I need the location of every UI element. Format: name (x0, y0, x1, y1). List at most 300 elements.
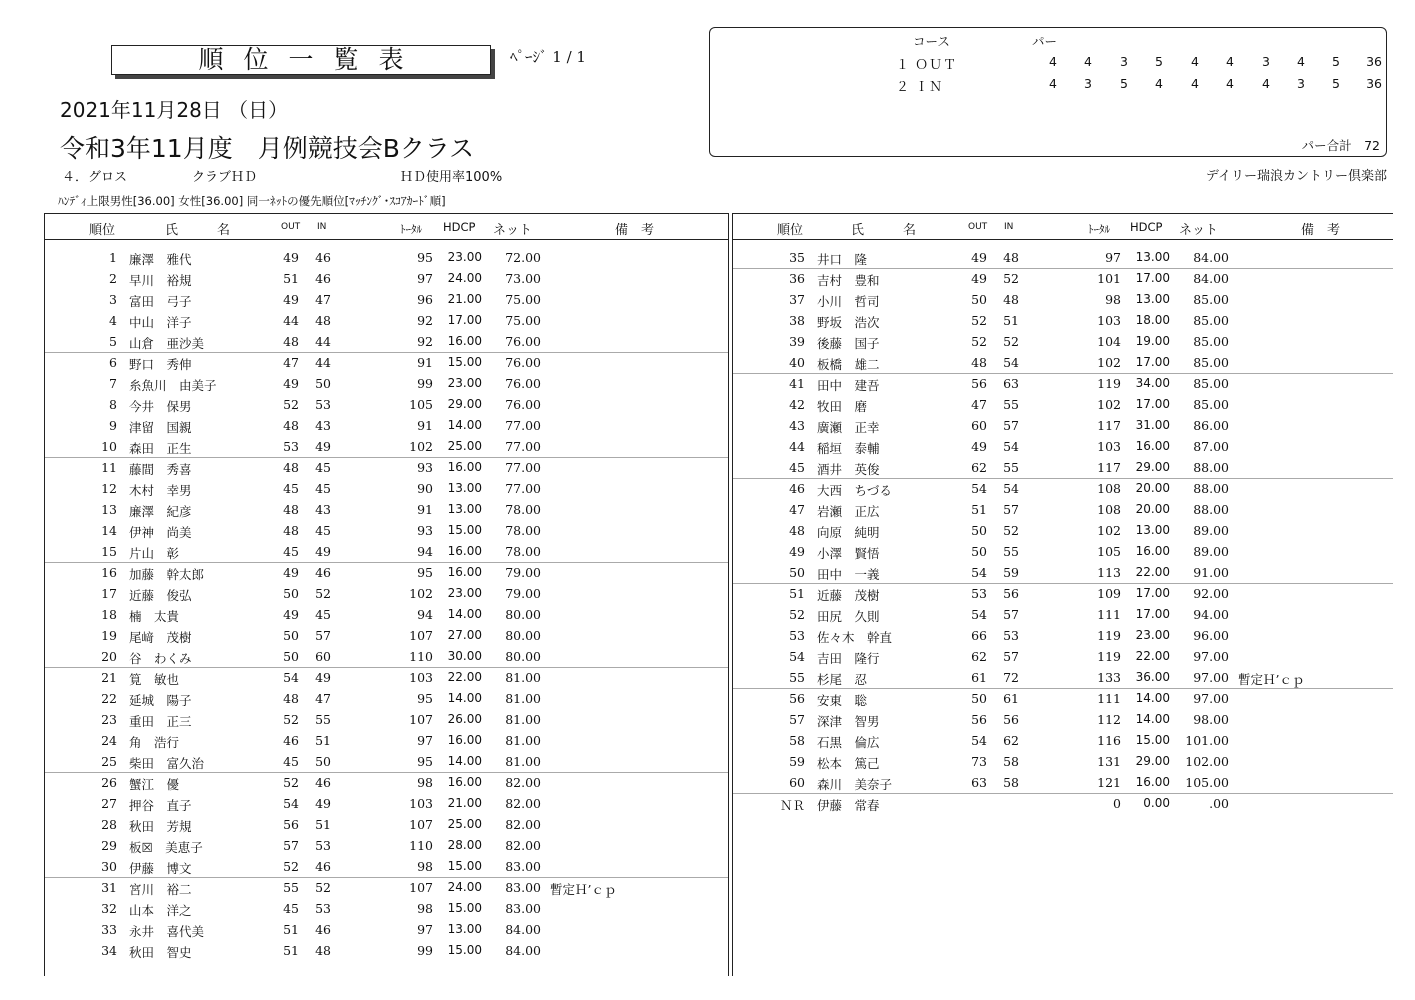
cell-hdcp: 23.00 (447, 250, 482, 264)
cell-net: 78.00 (505, 544, 541, 559)
cell-in: 48 (315, 313, 331, 328)
cell-rank: 18 (101, 607, 117, 622)
cell-hdcp: 16.00 (447, 565, 482, 579)
cell-hdcp: 13.00 (447, 502, 482, 516)
col-hdcp: HDCP (443, 220, 476, 234)
cell-total: 101 (1097, 271, 1121, 286)
cell-out: 50 (283, 649, 299, 664)
cell-net: 98.00 (1193, 712, 1229, 727)
cell-name: 延城 陽子 (129, 693, 192, 708)
col-net: ネット (1179, 223, 1219, 238)
cell-rank: 56 (789, 691, 805, 706)
par-total: パー合計 72 (1301, 138, 1380, 153)
cell-in: 47 (315, 292, 331, 307)
table-row (733, 352, 1393, 374)
cell-rank: 60 (789, 775, 805, 790)
cell-total: 108 (1097, 502, 1121, 517)
cell-rank: 42 (789, 397, 805, 412)
cell-out: 66 (971, 628, 987, 643)
cell-net: 76.00 (505, 376, 541, 391)
cell-in: 50 (315, 376, 331, 391)
cell-rank: 23 (101, 712, 117, 727)
cell-out: 52 (283, 712, 299, 727)
cell-total: 110 (409, 838, 433, 853)
table-row (733, 688, 1393, 709)
cell-hdcp: 25.00 (447, 439, 482, 453)
cell-name: 尾﨑 茂樹 (129, 630, 192, 645)
cell-in: 44 (315, 355, 331, 370)
cell-rank: 37 (789, 292, 805, 307)
cell-name: 秋田 芳規 (129, 819, 192, 834)
cell-in: 49 (315, 439, 331, 454)
cell-in: 58 (1003, 754, 1019, 769)
cell-in: 54 (1003, 355, 1019, 370)
cell-rank: 53 (789, 628, 805, 643)
cell-out: 49 (283, 376, 299, 391)
cell-out: 50 (971, 523, 987, 538)
cell-total: 95 (417, 754, 433, 769)
hole-par: 4 (1226, 54, 1234, 69)
cell-in: 49 (315, 544, 331, 559)
table-row (733, 667, 1393, 689)
hole-par: 4 (1084, 54, 1092, 69)
cell-total: 109 (1097, 586, 1121, 601)
cell-in: 52 (1003, 334, 1019, 349)
cell-hdcp: 14.00 (1135, 691, 1170, 705)
cell-name: 向原 純明 (817, 525, 880, 540)
cell-total: 111 (1097, 691, 1121, 706)
course-par-total: 36 (1366, 76, 1382, 91)
cell-net: 76.00 (505, 334, 541, 349)
cell-total: 99 (417, 943, 433, 958)
cell-in: 57 (1003, 502, 1019, 517)
cell-net: 81.00 (505, 733, 541, 748)
col-out: OUT (968, 222, 988, 232)
cell-total: 110 (409, 649, 433, 664)
cell-rank: 59 (789, 754, 805, 769)
cell-in: 47 (315, 691, 331, 706)
cell-in: 57 (315, 628, 331, 643)
cell-name: 藤間 秀喜 (129, 462, 192, 477)
cell-rank: 10 (101, 439, 117, 454)
cell-out: 45 (283, 481, 299, 496)
cell-in: 60 (315, 649, 331, 664)
table-row (45, 919, 728, 940)
cell-out: 48 (283, 691, 299, 706)
cell-out: 54 (971, 607, 987, 622)
cell-hdcp: 23.00 (447, 586, 482, 600)
cell-hdcp: 22.00 (1135, 565, 1170, 579)
table-row (45, 352, 728, 373)
hole-par: 3 (1297, 76, 1305, 91)
table-row (45, 289, 728, 310)
cell-hdcp: 14.00 (447, 754, 482, 768)
cell-name: 野坂 浩次 (817, 315, 880, 330)
cell-out: 49 (283, 292, 299, 307)
cell-hdcp: 27.00 (447, 628, 482, 642)
table-row (45, 898, 728, 919)
cell-in: 44 (315, 334, 331, 349)
cell-rank: 20 (101, 649, 117, 664)
cell-hdcp: 16.00 (447, 544, 482, 558)
cell-in: 49 (315, 670, 331, 685)
cell-out: 50 (971, 544, 987, 559)
cell-hdcp: 30.00 (447, 649, 482, 663)
cell-out: 47 (283, 355, 299, 370)
cell-hdcp: 15.00 (447, 901, 482, 915)
col-in: IN (1004, 222, 1014, 232)
cell-total: 103 (1097, 439, 1121, 454)
cell-net: 94.00 (1193, 607, 1229, 622)
table-row (45, 856, 728, 878)
cell-out: 50 (971, 292, 987, 307)
cell-in: 46 (315, 565, 331, 580)
cell-net: 86.00 (1193, 418, 1229, 433)
cell-net: 84.00 (1193, 271, 1229, 286)
table-row (45, 499, 728, 520)
cell-net: 77.00 (505, 418, 541, 433)
table-row (45, 751, 728, 773)
cell-out: 62 (971, 460, 987, 475)
course-name: ２ ＩＮ (896, 80, 944, 95)
cell-out: 48 (971, 355, 987, 370)
cell-in: 52 (315, 880, 331, 895)
cell-out: 54 (971, 565, 987, 580)
cell-total: 119 (1097, 628, 1121, 643)
cell-rank: 21 (101, 670, 117, 685)
cell-name: 杉尾 忍 (817, 672, 868, 687)
col-rank: 順位 (89, 223, 116, 238)
cell-in: 56 (1003, 712, 1019, 727)
col-out: OUT (281, 222, 301, 232)
table-row (733, 331, 1393, 352)
cell-rank: 14 (101, 523, 117, 538)
cell-in: 48 (1003, 250, 1019, 265)
cell-hdcp: 0.00 (1143, 796, 1170, 810)
cell-name: 秋田 智史 (129, 945, 192, 960)
cell-rank: 19 (101, 628, 117, 643)
cell-name: 田尻 久則 (817, 609, 880, 624)
cell-net: 82.00 (505, 838, 541, 853)
cell-hdcp: 25.00 (447, 817, 482, 831)
cell-name: 山本 洋之 (129, 903, 192, 918)
cell-rank: 41 (789, 376, 805, 391)
table-row (45, 520, 728, 541)
cell-hdcp: 16.00 (447, 775, 482, 789)
cell-net: 105.00 (1185, 775, 1229, 790)
cell-rank: 47 (789, 502, 805, 517)
cell-net: 81.00 (505, 754, 541, 769)
cell-out: 52 (283, 397, 299, 412)
cell-hdcp: 18.00 (1135, 313, 1170, 327)
cell-total: 105 (409, 397, 433, 412)
table-row (45, 247, 728, 268)
table-row (733, 394, 1393, 415)
cell-out: 49 (283, 565, 299, 580)
cell-out: 54 (283, 796, 299, 811)
cell-hdcp: 15.00 (447, 859, 482, 873)
cell-net: 77.00 (505, 460, 541, 475)
cell-out: 49 (283, 250, 299, 265)
cell-out: 61 (971, 670, 987, 685)
cell-net: 72.00 (505, 250, 541, 265)
cell-hdcp: 20.00 (1135, 481, 1170, 495)
cell-rank: 46 (789, 481, 805, 496)
cell-name: 山倉 亜沙美 (129, 336, 205, 351)
cell-total: 111 (1097, 607, 1121, 622)
cell-out: 63 (971, 775, 987, 790)
table-row (45, 772, 728, 793)
cell-total: 93 (417, 460, 433, 475)
cell-name: 板☒ 美恵子 (129, 840, 203, 855)
cell-net: 79.00 (505, 586, 541, 601)
cell-remarks: 暫定Ｈ’ｃｐ (550, 882, 617, 897)
cell-in: 55 (1003, 544, 1019, 559)
cell-rank: 49 (789, 544, 805, 559)
cell-out: 73 (971, 754, 987, 769)
cell-hdcp: 20.00 (1135, 502, 1170, 516)
cell-rank: 51 (789, 586, 805, 601)
cell-net: 85.00 (1193, 313, 1229, 328)
cell-hdcp: 22.00 (1135, 649, 1170, 663)
cell-total: 97 (417, 922, 433, 937)
cell-in: 45 (315, 607, 331, 622)
cell-name: 廉澤 紀彦 (129, 504, 192, 519)
cell-hdcp: 21.00 (447, 796, 482, 810)
table-row (733, 562, 1393, 584)
cell-out: 49 (971, 271, 987, 286)
hole-par: 4 (1191, 76, 1199, 91)
cell-rank: 3 (109, 292, 117, 307)
table-row (45, 331, 728, 353)
cell-hdcp: 17.00 (1135, 607, 1170, 621)
cell-net: 87.00 (1193, 439, 1229, 454)
cell-rank: 31 (101, 880, 117, 895)
cell-total: 95 (417, 565, 433, 580)
cell-total: 97 (1105, 250, 1121, 265)
cell-total: 102 (409, 586, 433, 601)
cell-rank: 15 (101, 544, 117, 559)
cell-total: 91 (417, 355, 433, 370)
cell-hdcp: 16.00 (447, 334, 482, 348)
table-row (45, 373, 728, 394)
cell-rank: 6 (109, 355, 117, 370)
table-row (733, 436, 1393, 457)
cell-out: 55 (283, 880, 299, 895)
cell-out: 45 (283, 901, 299, 916)
cell-total: 94 (417, 607, 433, 622)
cell-in: 46 (315, 250, 331, 265)
cell-total: 105 (1097, 544, 1121, 559)
cell-name: 宮川 裕二 (129, 882, 192, 897)
cell-hdcp: 21.00 (447, 292, 482, 306)
cell-name: 角 浩行 (129, 735, 180, 750)
cell-hdcp: 15.00 (447, 355, 482, 369)
col-name: 氏 名 (165, 223, 231, 238)
cell-net: 80.00 (505, 649, 541, 664)
cell-net: 77.00 (505, 439, 541, 454)
hole-par: 4 (1297, 54, 1305, 69)
cell-in: 51 (1003, 313, 1019, 328)
cell-out: 57 (283, 838, 299, 853)
cell-in: 55 (1003, 460, 1019, 475)
cell-name: 佐々木 幹直 (817, 630, 893, 645)
cell-in: 45 (315, 481, 331, 496)
cell-in: 43 (315, 502, 331, 517)
cell-name: 田中 建吾 (817, 378, 880, 393)
cell-name: 井口 隆 (817, 252, 868, 267)
table-row (45, 709, 728, 730)
cell-rank: 26 (101, 775, 117, 790)
cell-net: 79.00 (505, 565, 541, 580)
hole-par: 4 (1049, 76, 1057, 91)
cell-hdcp: 14.00 (447, 691, 482, 705)
hole-par: 4 (1155, 76, 1163, 91)
cell-out: 51 (971, 502, 987, 517)
cell-total: 103 (409, 796, 433, 811)
table-row (733, 646, 1393, 667)
course-par-total: 36 (1366, 54, 1382, 69)
cell-net: 81.00 (505, 691, 541, 706)
cell-net: 102.00 (1185, 754, 1229, 769)
hole-par: 5 (1332, 54, 1340, 69)
table-row (733, 457, 1393, 479)
cell-net: 83.00 (505, 901, 541, 916)
cell-total: 92 (417, 334, 433, 349)
cell-hdcp: 22.00 (447, 670, 482, 684)
cell-total: 117 (1097, 418, 1121, 433)
cell-net: 83.00 (505, 880, 541, 895)
cell-total: 90 (417, 481, 433, 496)
cell-total: 102 (409, 439, 433, 454)
table-row (733, 520, 1393, 541)
table-row (733, 289, 1393, 310)
cell-out: 52 (283, 859, 299, 874)
cell-name: 柴田 富久治 (129, 756, 205, 771)
cell-hdcp: 16.00 (447, 733, 482, 747)
cell-out: 62 (971, 649, 987, 664)
cell-net: 82.00 (505, 796, 541, 811)
table-row (45, 457, 728, 478)
table-row (45, 814, 728, 835)
table-row (733, 709, 1393, 730)
cell-net: 84.00 (1193, 250, 1229, 265)
cell-in: 63 (1003, 376, 1019, 391)
cell-total: 98 (1105, 292, 1121, 307)
cell-net: 88.00 (1193, 502, 1229, 517)
table-row (733, 772, 1393, 794)
cell-rank: 4 (109, 313, 117, 328)
cell-hdcp: 16.00 (1135, 544, 1170, 558)
table-row (45, 940, 728, 961)
cell-out: 53 (971, 586, 987, 601)
cell-total: 107 (409, 880, 433, 895)
cell-net: 80.00 (505, 628, 541, 643)
cell-name: 今井 保男 (129, 399, 192, 414)
cell-in: 57 (1003, 418, 1019, 433)
ranking-table-right (732, 213, 1393, 976)
cell-hdcp: 13.00 (447, 481, 482, 495)
cell-out: 46 (283, 733, 299, 748)
cell-out: 49 (283, 607, 299, 622)
table-row (733, 751, 1393, 772)
table-row (45, 646, 728, 668)
cell-rank: 28 (101, 817, 117, 832)
cell-name: 松本 篤己 (817, 756, 880, 771)
cell-name: 押谷 直子 (129, 798, 192, 813)
handicap-type: クラブＨＤ (192, 170, 258, 185)
hole-par: 5 (1332, 76, 1340, 91)
cell-out: 48 (283, 523, 299, 538)
cell-name: 重田 正三 (129, 714, 192, 729)
cell-hdcp: 17.00 (1135, 271, 1170, 285)
cell-name: 伊藤 博文 (129, 861, 192, 876)
cell-in: 53 (315, 838, 331, 853)
cell-hdcp: 19.00 (1135, 334, 1170, 348)
cell-in: 43 (315, 418, 331, 433)
cell-rank: 11 (101, 460, 117, 475)
table-row (733, 310, 1393, 331)
cell-in: 62 (1003, 733, 1019, 748)
cell-total: 98 (417, 775, 433, 790)
cell-total: 102 (1097, 397, 1121, 412)
cell-total: 99 (417, 376, 433, 391)
cell-hdcp: 24.00 (447, 271, 482, 285)
cell-net: 88.00 (1193, 481, 1229, 496)
cell-hdcp: 23.00 (447, 376, 482, 390)
cell-out: 50 (971, 691, 987, 706)
cell-in: 57 (1003, 649, 1019, 664)
cell-hdcp: 17.00 (1135, 586, 1170, 600)
cell-in: 61 (1003, 691, 1019, 706)
cell-name: 早川 裕規 (129, 273, 192, 288)
cell-out: 45 (283, 754, 299, 769)
cell-net: 75.00 (505, 292, 541, 307)
cell-name: 近藤 茂樹 (817, 588, 880, 603)
table-row (45, 604, 728, 625)
cell-total: 97 (417, 271, 433, 286)
cell-rank: 55 (789, 670, 805, 685)
table-row (45, 268, 728, 289)
cell-total: 107 (409, 817, 433, 832)
cell-rank: 35 (789, 250, 805, 265)
cell-out: 54 (971, 481, 987, 496)
cell-hdcp: 16.00 (447, 460, 482, 474)
cell-hdcp: 17.00 (1135, 397, 1170, 411)
cell-rank: 43 (789, 418, 805, 433)
cell-total: 119 (1097, 376, 1121, 391)
cell-name: 伊神 尚美 (129, 525, 192, 540)
cell-net: 82.00 (505, 817, 541, 832)
cell-net: 97.00 (1193, 691, 1229, 706)
cell-net: 85.00 (1193, 355, 1229, 370)
cell-out: 51 (283, 922, 299, 937)
cell-total: 104 (1097, 334, 1121, 349)
cell-total: 98 (417, 859, 433, 874)
cell-out: 50 (283, 586, 299, 601)
cell-net: .00 (1209, 796, 1229, 811)
cell-name: 谷 わくみ (129, 651, 192, 666)
cell-hdcp: 16.00 (1135, 439, 1170, 453)
cell-remarks: 暫定Ｈ’ｃｐ (1238, 672, 1305, 687)
hole-par: 5 (1120, 76, 1128, 91)
cell-name: 森川 美奈子 (817, 777, 893, 792)
table-row (733, 583, 1393, 604)
cell-name: 糸魚川 由美子 (129, 378, 217, 393)
cell-hdcp: 15.00 (447, 943, 482, 957)
cell-hdcp: 15.00 (1135, 733, 1170, 747)
event-date: 2021年11月28日 （日） (60, 98, 289, 122)
